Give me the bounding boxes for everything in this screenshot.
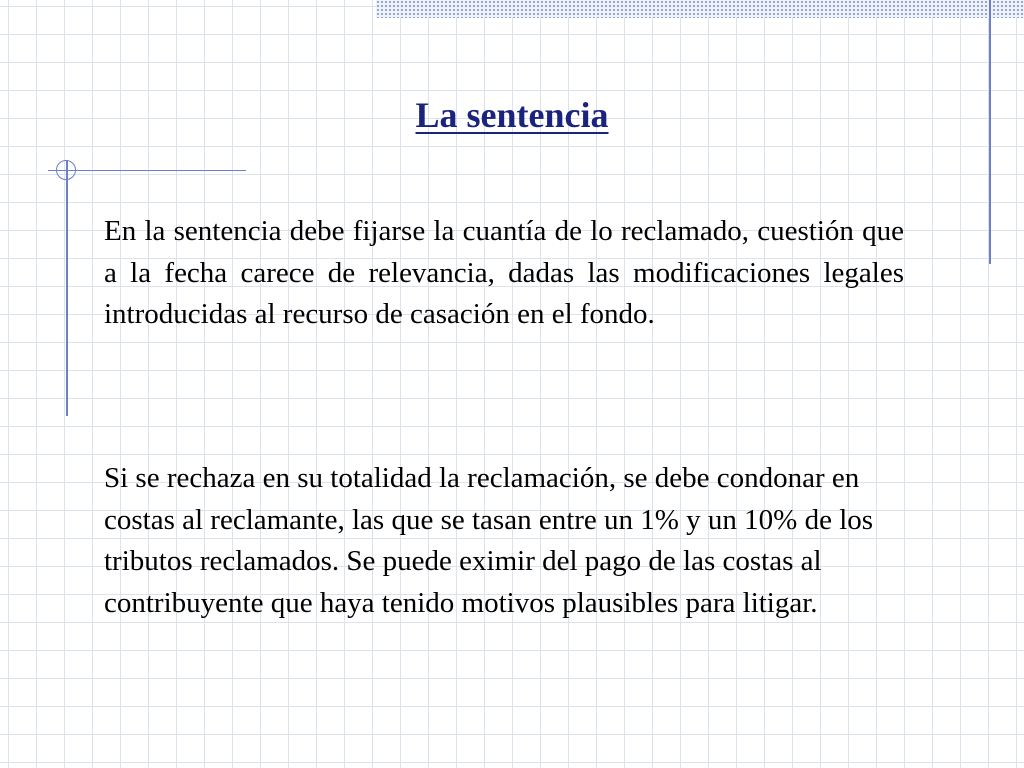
decorative-top-band <box>376 0 1024 18</box>
body-paragraph-2: Si se rechaza en su totalidad la reclamación, se debe condonar en costas al reclamante, las que se tasan entre un 1% y un 10% de los tributos reclamados. Se puede eximir del pago de las costas al contribuyente que haya tenido motivos plausibles para litigar. <box>104 462 874 619</box>
decorative-left-horizontal-line <box>48 170 246 171</box>
decorative-crosshair-ring <box>56 160 76 180</box>
slide-title <box>0 94 1024 136</box>
slide-title-text: La sentencia <box>415 95 609 135</box>
decorative-left-vertical-line <box>66 160 68 416</box>
body-paragraph-1: En la sentencia debe fijarse la cuantía de lo reclamado, cuestión que a la fecha carece de relevancia, dadas las modificaciones legales introducidas al recurso de casación en el fondo. <box>104 215 904 330</box>
